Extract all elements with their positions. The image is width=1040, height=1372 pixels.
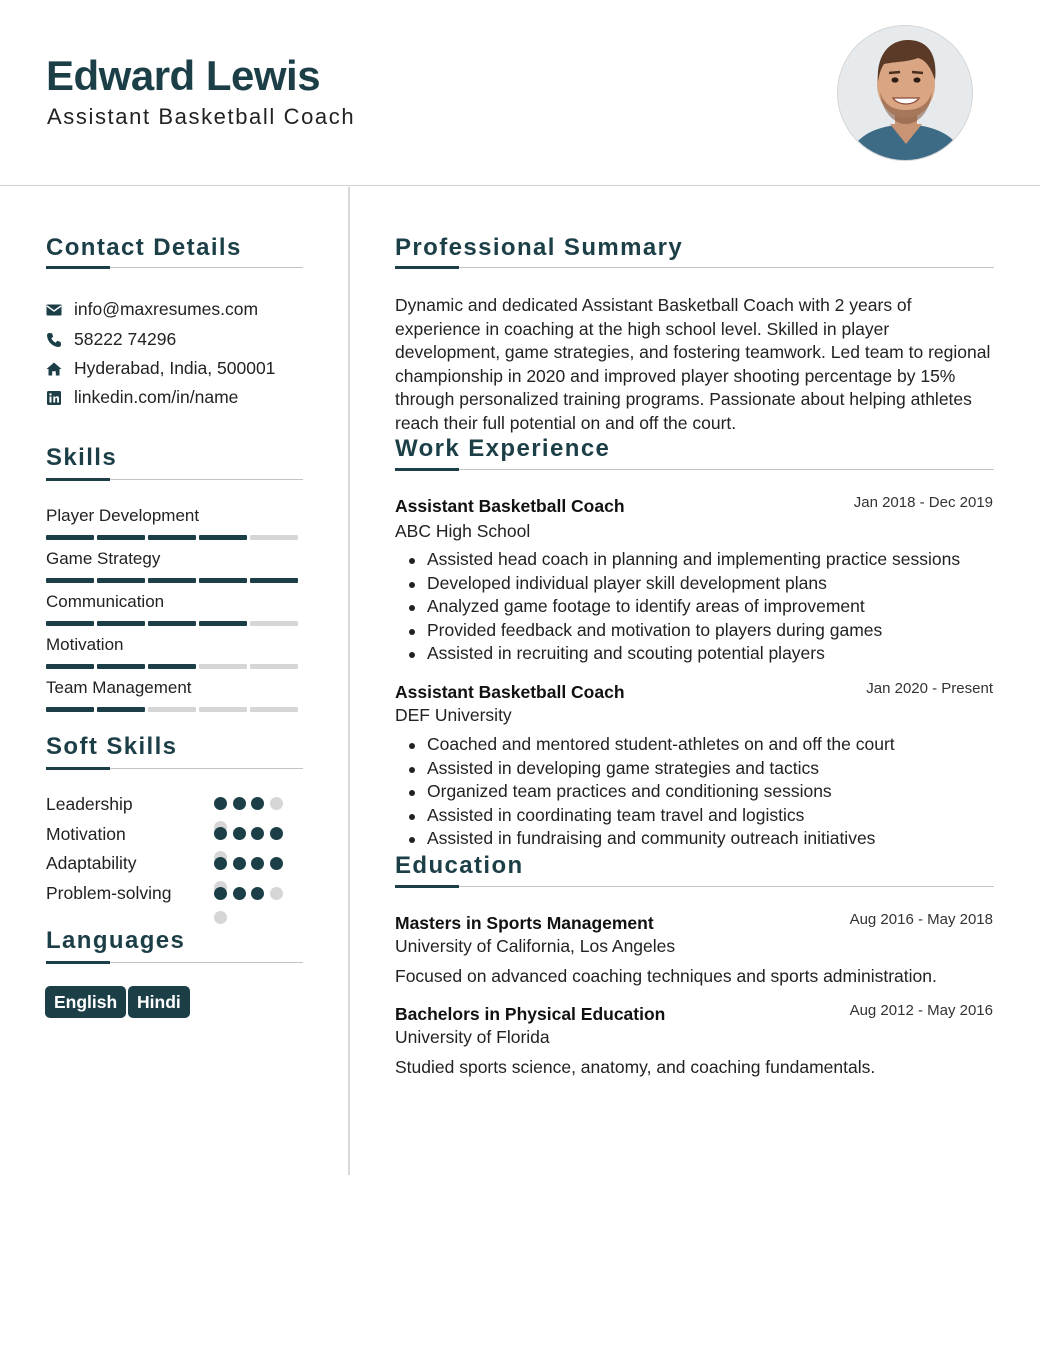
degree-dates: Aug 2012 - May 2016 — [849, 1002, 993, 1019]
contact-email-text: info@maxresumes.com — [74, 299, 259, 319]
job-bullets — [405, 548, 960, 666]
skills-heading: Skills — [46, 444, 118, 471]
rating-dot-filled — [251, 797, 264, 810]
skill-name: Game Strategy — [46, 549, 161, 568]
skill-segment-filled — [97, 664, 145, 669]
job-organization: ABC High School — [395, 521, 531, 541]
soft-skills-accent — [46, 767, 110, 770]
job-bullet: Assisted in fundraising and community outreach initiatives — [405, 827, 895, 851]
job-organization: DEF University — [395, 705, 512, 725]
linkedin-icon — [46, 390, 62, 406]
column-divider — [348, 187, 350, 1175]
rating-dot-filled — [251, 857, 264, 870]
soft-skills-heading: Soft Skills — [46, 733, 178, 760]
job-bullets — [405, 733, 895, 851]
phone-icon — [46, 332, 62, 348]
education-accent — [395, 885, 459, 888]
skill-segment-filled — [97, 578, 145, 583]
skill-name: Team Management — [46, 678, 192, 697]
soft-skill-name: Motivation — [46, 824, 126, 844]
job-title: Assistant Basketball Coach — [395, 682, 625, 702]
contact-accent — [46, 266, 110, 269]
experience-rule — [395, 469, 994, 470]
skill-segment-empty — [250, 707, 298, 712]
skill-segment-filled — [97, 535, 145, 540]
skill-segment-filled — [148, 664, 196, 669]
avatar — [837, 25, 973, 161]
contact-heading: Contact Details — [46, 234, 242, 261]
envelope-icon — [46, 302, 62, 318]
rating-dot-filled — [233, 797, 246, 810]
experience-heading: Work Experience — [395, 435, 611, 462]
skill-segment-filled — [199, 535, 247, 540]
soft-skill-name: Problem-solving — [46, 883, 172, 903]
skill-segment-filled — [250, 578, 298, 583]
rating-dot-empty — [270, 797, 283, 810]
job-dates: Jan 2020 - Present — [866, 680, 993, 697]
language-pill-hindi: Hindi — [128, 986, 190, 1018]
skill-segment-empty — [148, 707, 196, 712]
soft-skill-name: Adaptability — [46, 853, 137, 873]
skill-segment-filled — [199, 578, 247, 583]
profile-photo — [838, 26, 973, 161]
education-heading: Education — [395, 852, 524, 879]
skill-level-bar — [46, 664, 302, 669]
skill-name: Communication — [46, 592, 165, 611]
languages-accent — [46, 961, 110, 964]
skill-level-bar — [46, 707, 302, 712]
skill-segment-filled — [148, 621, 196, 626]
rating-dot-filled — [214, 887, 227, 900]
rating-dot-filled — [270, 857, 283, 870]
job-bullet: Assisted in recruiting and scouting potential players — [405, 642, 960, 666]
skill-segment-filled — [148, 535, 196, 540]
summary-text: Dynamic and dedicated Assistant Basketball Coach with 2 years of experience in coaching at the high school level. Skilled in player development, game strategies, and fostering teamwork. Led team to regional championship in 2020 and improved player shooting percentage by 15% through personalized training programs. Passionate about helping athletes reach their full potential on and off the court. — [395, 295, 991, 433]
rating-dot-filled — [233, 887, 246, 900]
skill-level-bar — [46, 621, 302, 626]
skill-segment-filled — [46, 707, 94, 712]
skill-segment-filled — [46, 664, 94, 669]
skill-segment-filled — [97, 621, 145, 626]
job-bullet: Provided feedback and motivation to players during games — [405, 619, 960, 643]
rating-dot-filled — [270, 827, 283, 840]
skill-segment-filled — [97, 707, 145, 712]
languages-heading: Languages — [46, 927, 186, 954]
soft-skill-name: Leadership — [46, 794, 133, 814]
job-bullet: Assisted in developing game strategies and tactics — [405, 757, 895, 781]
rating-dot-filled — [251, 887, 264, 900]
education-rule — [395, 886, 994, 887]
candidate-name: Edward Lewis — [46, 52, 321, 99]
job-bullet: Developed individual player skill development plans — [405, 572, 960, 596]
rating-dot-filled — [233, 827, 246, 840]
skill-segment-empty — [250, 621, 298, 626]
summary-accent — [395, 266, 459, 269]
contact-phone-text: 58222 74296 — [74, 329, 177, 349]
rating-dot-filled — [233, 857, 246, 870]
skill-level-bar — [46, 578, 302, 583]
skill-segment-empty — [250, 535, 298, 540]
experience-accent — [395, 468, 459, 471]
candidate-title: Assistant Basketball Coach — [47, 104, 356, 129]
job-bullet: Assisted head coach in planning and implementing practice sessions — [405, 548, 960, 572]
rating-dot-filled — [214, 797, 227, 810]
degree-title: Bachelors in Physical Education — [395, 1004, 666, 1024]
job-dates: Jan 2018 - Dec 2019 — [853, 494, 993, 511]
rating-dot-empty — [270, 887, 283, 900]
skill-segment-filled — [46, 535, 94, 540]
rating-dot-empty — [214, 911, 227, 924]
job-title: Assistant Basketball Coach — [395, 496, 625, 516]
rating-dot-filled — [214, 827, 227, 840]
job-bullet: Organized team practices and conditioning sessions — [405, 780, 895, 804]
rating-dot-filled — [251, 827, 264, 840]
skill-segment-filled — [199, 621, 247, 626]
skill-segment-empty — [199, 707, 247, 712]
skill-segment-filled — [46, 621, 94, 626]
job-bullet: Assisted in coordinating team travel and logistics — [405, 804, 895, 828]
summary-heading: Professional Summary — [395, 234, 684, 261]
skill-segment-empty — [250, 664, 298, 669]
school-name: University of Florida — [395, 1027, 550, 1047]
job-bullet: Coached and mentored student-athletes on and off the court — [405, 733, 895, 757]
job-bullet: Analyzed game footage to identify areas of improvement — [405, 595, 960, 619]
degree-dates: Aug 2016 - May 2018 — [849, 911, 993, 928]
summary-rule — [395, 267, 994, 268]
skill-segment-empty — [199, 664, 247, 669]
skill-name: Player Development — [46, 506, 200, 525]
rating-dot-filled — [214, 857, 227, 870]
degree-description: Studied sports science, anatomy, and coaching fundamentals. — [395, 1057, 876, 1077]
contact-address-text: Hyderabad, India, 500001 — [74, 358, 276, 378]
school-name: University of California, Los Angeles — [395, 936, 676, 956]
home-icon — [46, 361, 62, 377]
skill-level-bar — [46, 535, 302, 540]
skills-accent — [46, 478, 110, 481]
language-pill-english: English — [45, 986, 126, 1018]
skill-segment-filled — [148, 578, 196, 583]
contact-linkedin-text: linkedin.com/in/name — [74, 387, 239, 407]
resume-header — [0, 0, 1040, 186]
degree-title: Masters in Sports Management — [395, 913, 654, 933]
degree-description: Focused on advanced coaching techniques and sports administration. — [395, 966, 937, 986]
skill-name: Motivation — [46, 635, 124, 654]
skill-segment-filled — [46, 578, 94, 583]
